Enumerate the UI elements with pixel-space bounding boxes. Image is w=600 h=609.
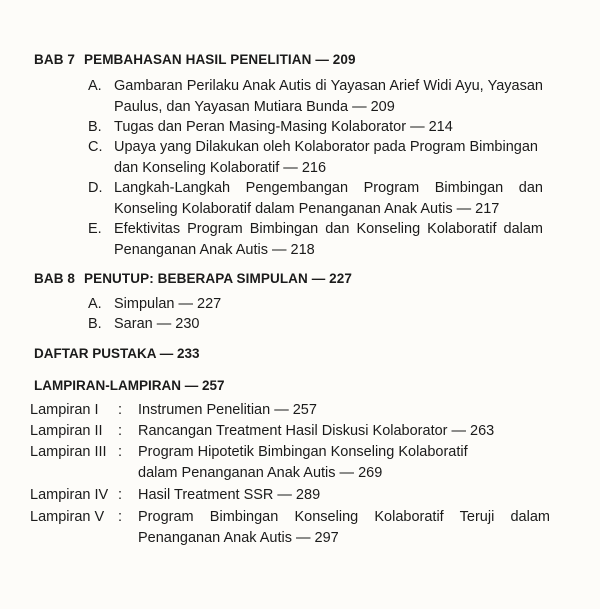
item-text-line1: Langkah-Langkah Pengembangan Program Bimbingan dan — [114, 180, 543, 196]
lampiran-colon: : — [118, 402, 123, 418]
lampiran-text-line2: dalam Penanganan Anak Autis — 269 — [138, 464, 383, 481]
bab7-item-b — [88, 117, 543, 138]
item-letter: C. — [88, 139, 103, 155]
lampiran-row-4 — [30, 485, 550, 506]
lampiran-name: Lampiran I — [30, 402, 99, 418]
bab7-item-c — [88, 137, 543, 178]
item-text-line1: Upaya yang Dilakukan oleh Kolaborator pada Program Bimbingan — [114, 139, 538, 155]
bab7-number: BAB 7 — [34, 52, 76, 67]
bab7-heading — [34, 52, 356, 67]
bab8-title: PENUTUP: BEBERAPA SIMPULAN — 227 — [84, 271, 352, 286]
lampiran-text-line1: Instrumen Penelitian — 257 — [138, 402, 317, 418]
lampiran-name: Lampiran III — [30, 444, 107, 460]
bab7-item-d — [88, 178, 543, 219]
item-text-line1: Tugas dan Peran Masing-Masing Kolaborator — 214 — [114, 119, 453, 135]
item-text-line1: Efektivitas Program Bimbingan dan Konseling Kolaboratif dalam — [114, 221, 543, 237]
lampiran-colon: : — [118, 444, 123, 460]
bab7-title: PEMBAHASAN HASIL PENELITIAN — 209 — [84, 52, 356, 67]
lampiran-text-line1: Program Bimbingan Konseling Kolaboratif Teruji dalam — [138, 509, 550, 525]
item-text-line2: Konseling Kolaboratif dalam Penanganan Anak Autis — 217 — [114, 200, 500, 217]
daftar-pustaka-heading: DAFTAR PUSTAKA — 233 — [34, 346, 200, 361]
lampiran-colon: : — [118, 509, 123, 525]
item-text-line2: dan Konseling Kolaboratif — 216 — [114, 159, 327, 176]
item-text-line1: Saran — 230 — [114, 316, 200, 332]
item-letter: D. — [88, 180, 103, 196]
bab8-item-a — [88, 294, 543, 315]
lampiran-row-1 — [30, 400, 550, 421]
bab7-item-a — [88, 76, 543, 117]
lampiran-colon: : — [118, 423, 123, 439]
lampiran-row-2 — [30, 421, 550, 442]
lampiran-text-line1: Program Hipotetik Bimbingan Konseling Kolaboratif — [138, 444, 468, 460]
bab8-number: BAB 8 — [34, 271, 76, 286]
item-letter: A. — [88, 78, 102, 94]
item-letter: B. — [88, 316, 102, 332]
bab8-heading — [34, 271, 352, 286]
lampiran-name: Lampiran V — [30, 509, 105, 525]
lampiran-row-3 — [30, 442, 550, 483]
bab8-item-b — [88, 314, 543, 335]
bab7-item-e — [88, 219, 543, 260]
item-text-line2: Paulus, dan Yayasan Mutiara Bunda — 209 — [114, 98, 395, 115]
lampiran-name: Lampiran II — [30, 423, 103, 439]
item-letter: E. — [88, 221, 102, 237]
lampiran-name: Lampiran IV — [30, 487, 109, 503]
item-letter: B. — [88, 119, 102, 135]
item-letter: A. — [88, 296, 102, 312]
lampiran-text-line1: Rancangan Treatment Hasil Diskusi Kolaborator — 263 — [138, 423, 495, 439]
item-text-line1: Gambaran Perilaku Anak Autis di Yayasan Arief Widi Ayu, Yayasan — [114, 78, 543, 94]
lampiran-colon: : — [118, 487, 123, 503]
lampiran-heading: LAMPIRAN-LAMPIRAN — 257 — [34, 378, 225, 393]
item-text-line1: Simpulan — 227 — [114, 296, 222, 312]
lampiran-text-line1: Hasil Treatment SSR — 289 — [138, 487, 321, 503]
lampiran-text-line2: Penanganan Anak Autis — 297 — [138, 529, 339, 546]
item-text-line2: Penanganan Anak Autis — 218 — [114, 241, 315, 258]
lampiran-row-5 — [30, 507, 550, 548]
